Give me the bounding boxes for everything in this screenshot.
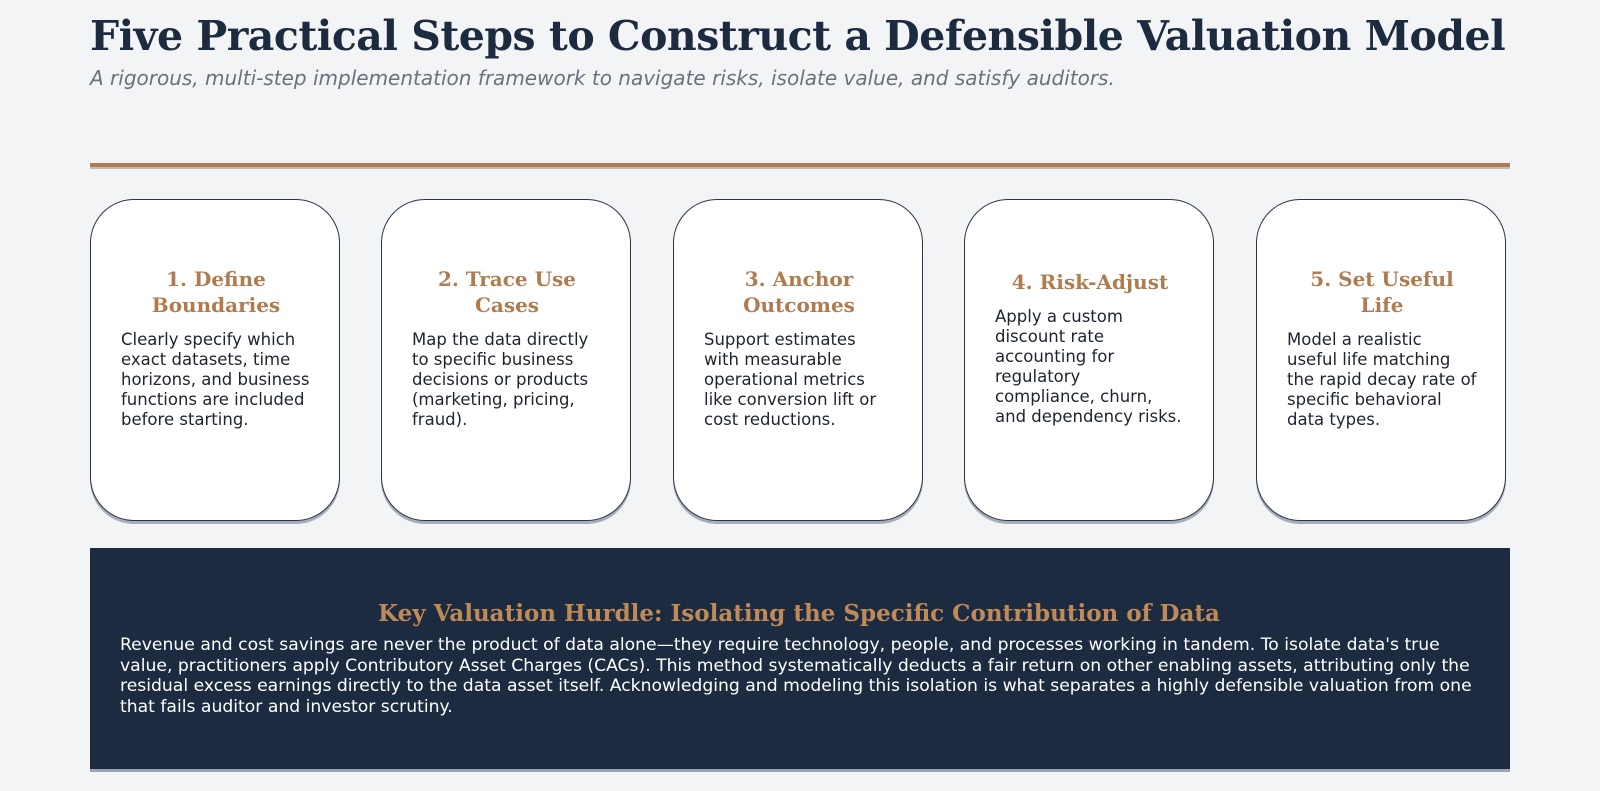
step-title: 3. Anchor Outcomes bbox=[743, 267, 855, 317]
hurdle-text: Revenue and cost savings are never the product of data alone—they require technology, people, and processes working in tandem. To isolate data's true value, practitioners apply Contributory Asset Charges (CACs). This method systematically deducts a fair return on other enabling assets, attributing only the residual excess earnings directly to the data asset itself. Acknowledging and modeling this isolation is what separates a highly defensible valuation from one that fails auditor and investor scrutiny. bbox=[120, 635, 1472, 717]
step-description: Apply a custom discount rate accounting for regulatory compliance, churn, and dependency risks. bbox=[995, 307, 1182, 426]
step-description: Map the data directly to specific business decisions or products (marketing, pricing, fraud). bbox=[412, 330, 589, 429]
step-title: 2. Trace Use Cases bbox=[437, 267, 577, 317]
step-description: Clearly specify which exact datasets, time horizons, and business functions are included before starting. bbox=[121, 330, 310, 429]
hurdle-title: Key Valuation Hurdle: Isolating the Specific Contribution of Data bbox=[378, 600, 1220, 627]
step-card-trace-use-cases bbox=[381, 199, 631, 521]
step-card-define-boundaries bbox=[90, 199, 340, 521]
page-title: Five Practical Steps to Construct a Defensible Valuation Model bbox=[90, 12, 1506, 60]
step-title: 5. Set Useful Life bbox=[1310, 267, 1454, 317]
step-title: 4. Risk-Adjust bbox=[1011, 270, 1169, 294]
step-card-set-useful-life bbox=[1256, 199, 1506, 521]
page-subtitle: A rigorous, multi-step implementation framework to navigate risks, isolate value, and satisfy auditors. bbox=[90, 66, 1115, 90]
step-description: Model a realistic useful life matching the rapid decay rate of specific behavioral data types. bbox=[1287, 330, 1477, 429]
step-title: 1. Define Boundaries bbox=[151, 267, 281, 317]
header-divider bbox=[90, 163, 1510, 167]
step-card-risk-adjust bbox=[964, 199, 1214, 521]
step-card-anchor-outcomes bbox=[673, 199, 923, 521]
step-description: Support estimates with measurable operational metrics like conversion lift or cost reductions. bbox=[704, 330, 877, 429]
key-hurdle-panel bbox=[90, 548, 1510, 769]
